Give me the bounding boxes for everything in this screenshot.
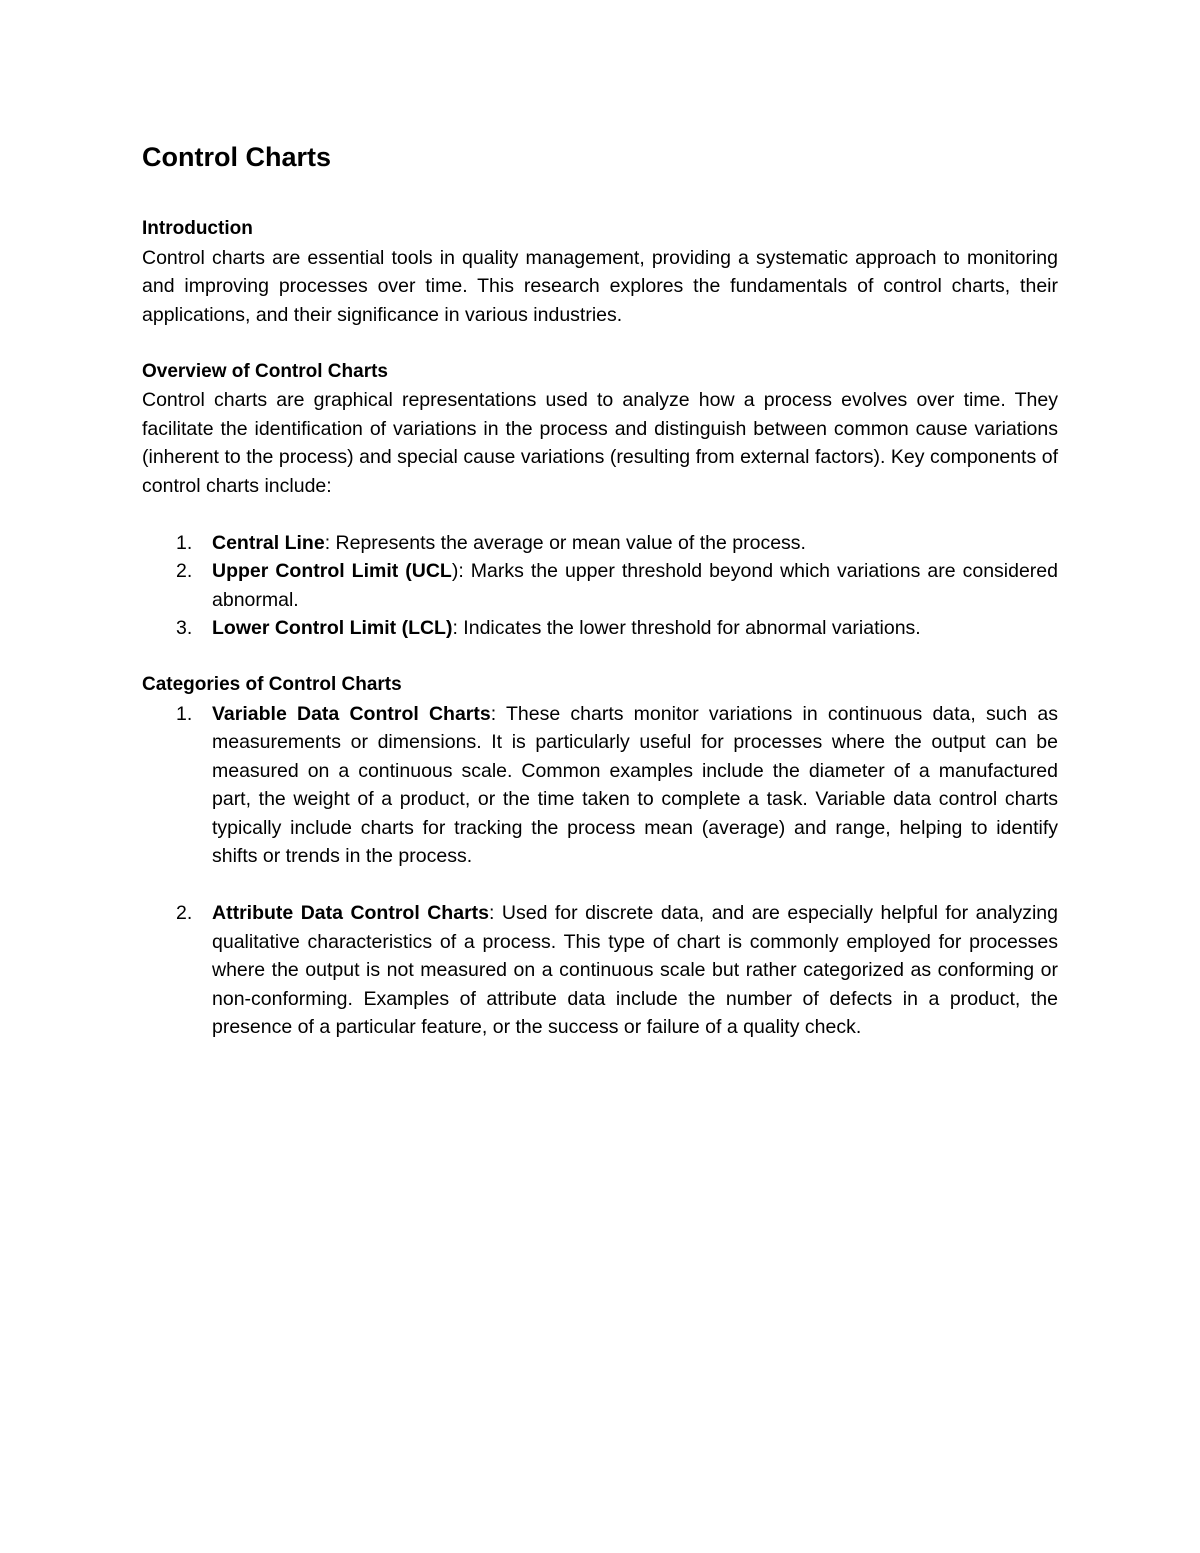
list-description: ): Marks the upper threshold beyond which variations are considered abnormal. <box>212 560 1058 611</box>
list-number: 1. <box>176 531 193 554</box>
list-number: 2. <box>176 560 193 582</box>
list-term: Upper Control Limit (UCL <box>212 560 452 582</box>
categories-heading: Categories of Control Charts <box>142 674 402 695</box>
list-term: Central Line <box>212 531 325 554</box>
list-description: : Represents the average or mean value of the process. <box>324 531 806 554</box>
overview-heading: Overview of Control Charts <box>142 360 388 382</box>
intro-paragraph: Control charts are essential tools in quality management, providing a systematic approach to monitoring and improving processes over time. This research explores the fundamentals of control charts, their applications, and their significance in various industries. <box>142 246 1058 326</box>
list-item <box>142 614 1058 643</box>
list-item <box>142 899 1058 1042</box>
list-term: Variable Data Control Charts <box>212 702 491 725</box>
list-number: 3. <box>176 617 193 639</box>
spacer <box>142 329 1058 358</box>
document-page <box>142 138 1058 1042</box>
spacer <box>142 871 1058 900</box>
overview-paragraph: Control charts are graphical representations used to analyze how a process evolves over time. They facilitate the identification of variations in the process and distinguish between common cause variations (inherent to the process) and special cause variations (resulting from external factors). Key components of control charts include: <box>142 389 1058 497</box>
intro-heading: Introduction <box>142 218 253 239</box>
list-number: 2. <box>176 902 193 924</box>
list-item <box>142 529 1058 558</box>
list-term: Attribute Data Control Charts <box>212 902 489 924</box>
spacer <box>142 643 1058 672</box>
list-description: : Used for discrete data, and are especially helpful for analyzing qualitative characteristics of a process. This type of chart is commonly employed for processes where the output is not measured on a continuous scale but rather categorized as conforming or non-conforming. Examples of attribute data include the number of defects in a product, the presence of a particular feature, or the success or failure of a quality check. <box>212 902 1058 1038</box>
list-number: 1. <box>176 702 193 725</box>
list-item <box>142 557 1058 614</box>
document-title: Control Charts <box>142 142 331 172</box>
spacer <box>142 500 1058 529</box>
list-term: Lower Control Limit (LCL) <box>212 617 453 639</box>
categories-list <box>142 700 1058 1042</box>
spacer <box>142 176 1058 215</box>
list-item <box>142 700 1058 871</box>
list-description: : These charts monitor variations in continuous data, such as measurements or dimensions. It is particularly useful for processes where the output can be measured on a continuous scale. Common examples include the diameter of a manufactured part, the weight of a product, or the time taken to complete a task. Variable data control charts typically include charts for tracking the process mean (average) and range, helping to identify shifts or trends in the process. <box>212 702 1058 867</box>
list-description: : Indicates the lower threshold for abnormal variations. <box>452 617 921 639</box>
components-list <box>142 529 1058 643</box>
